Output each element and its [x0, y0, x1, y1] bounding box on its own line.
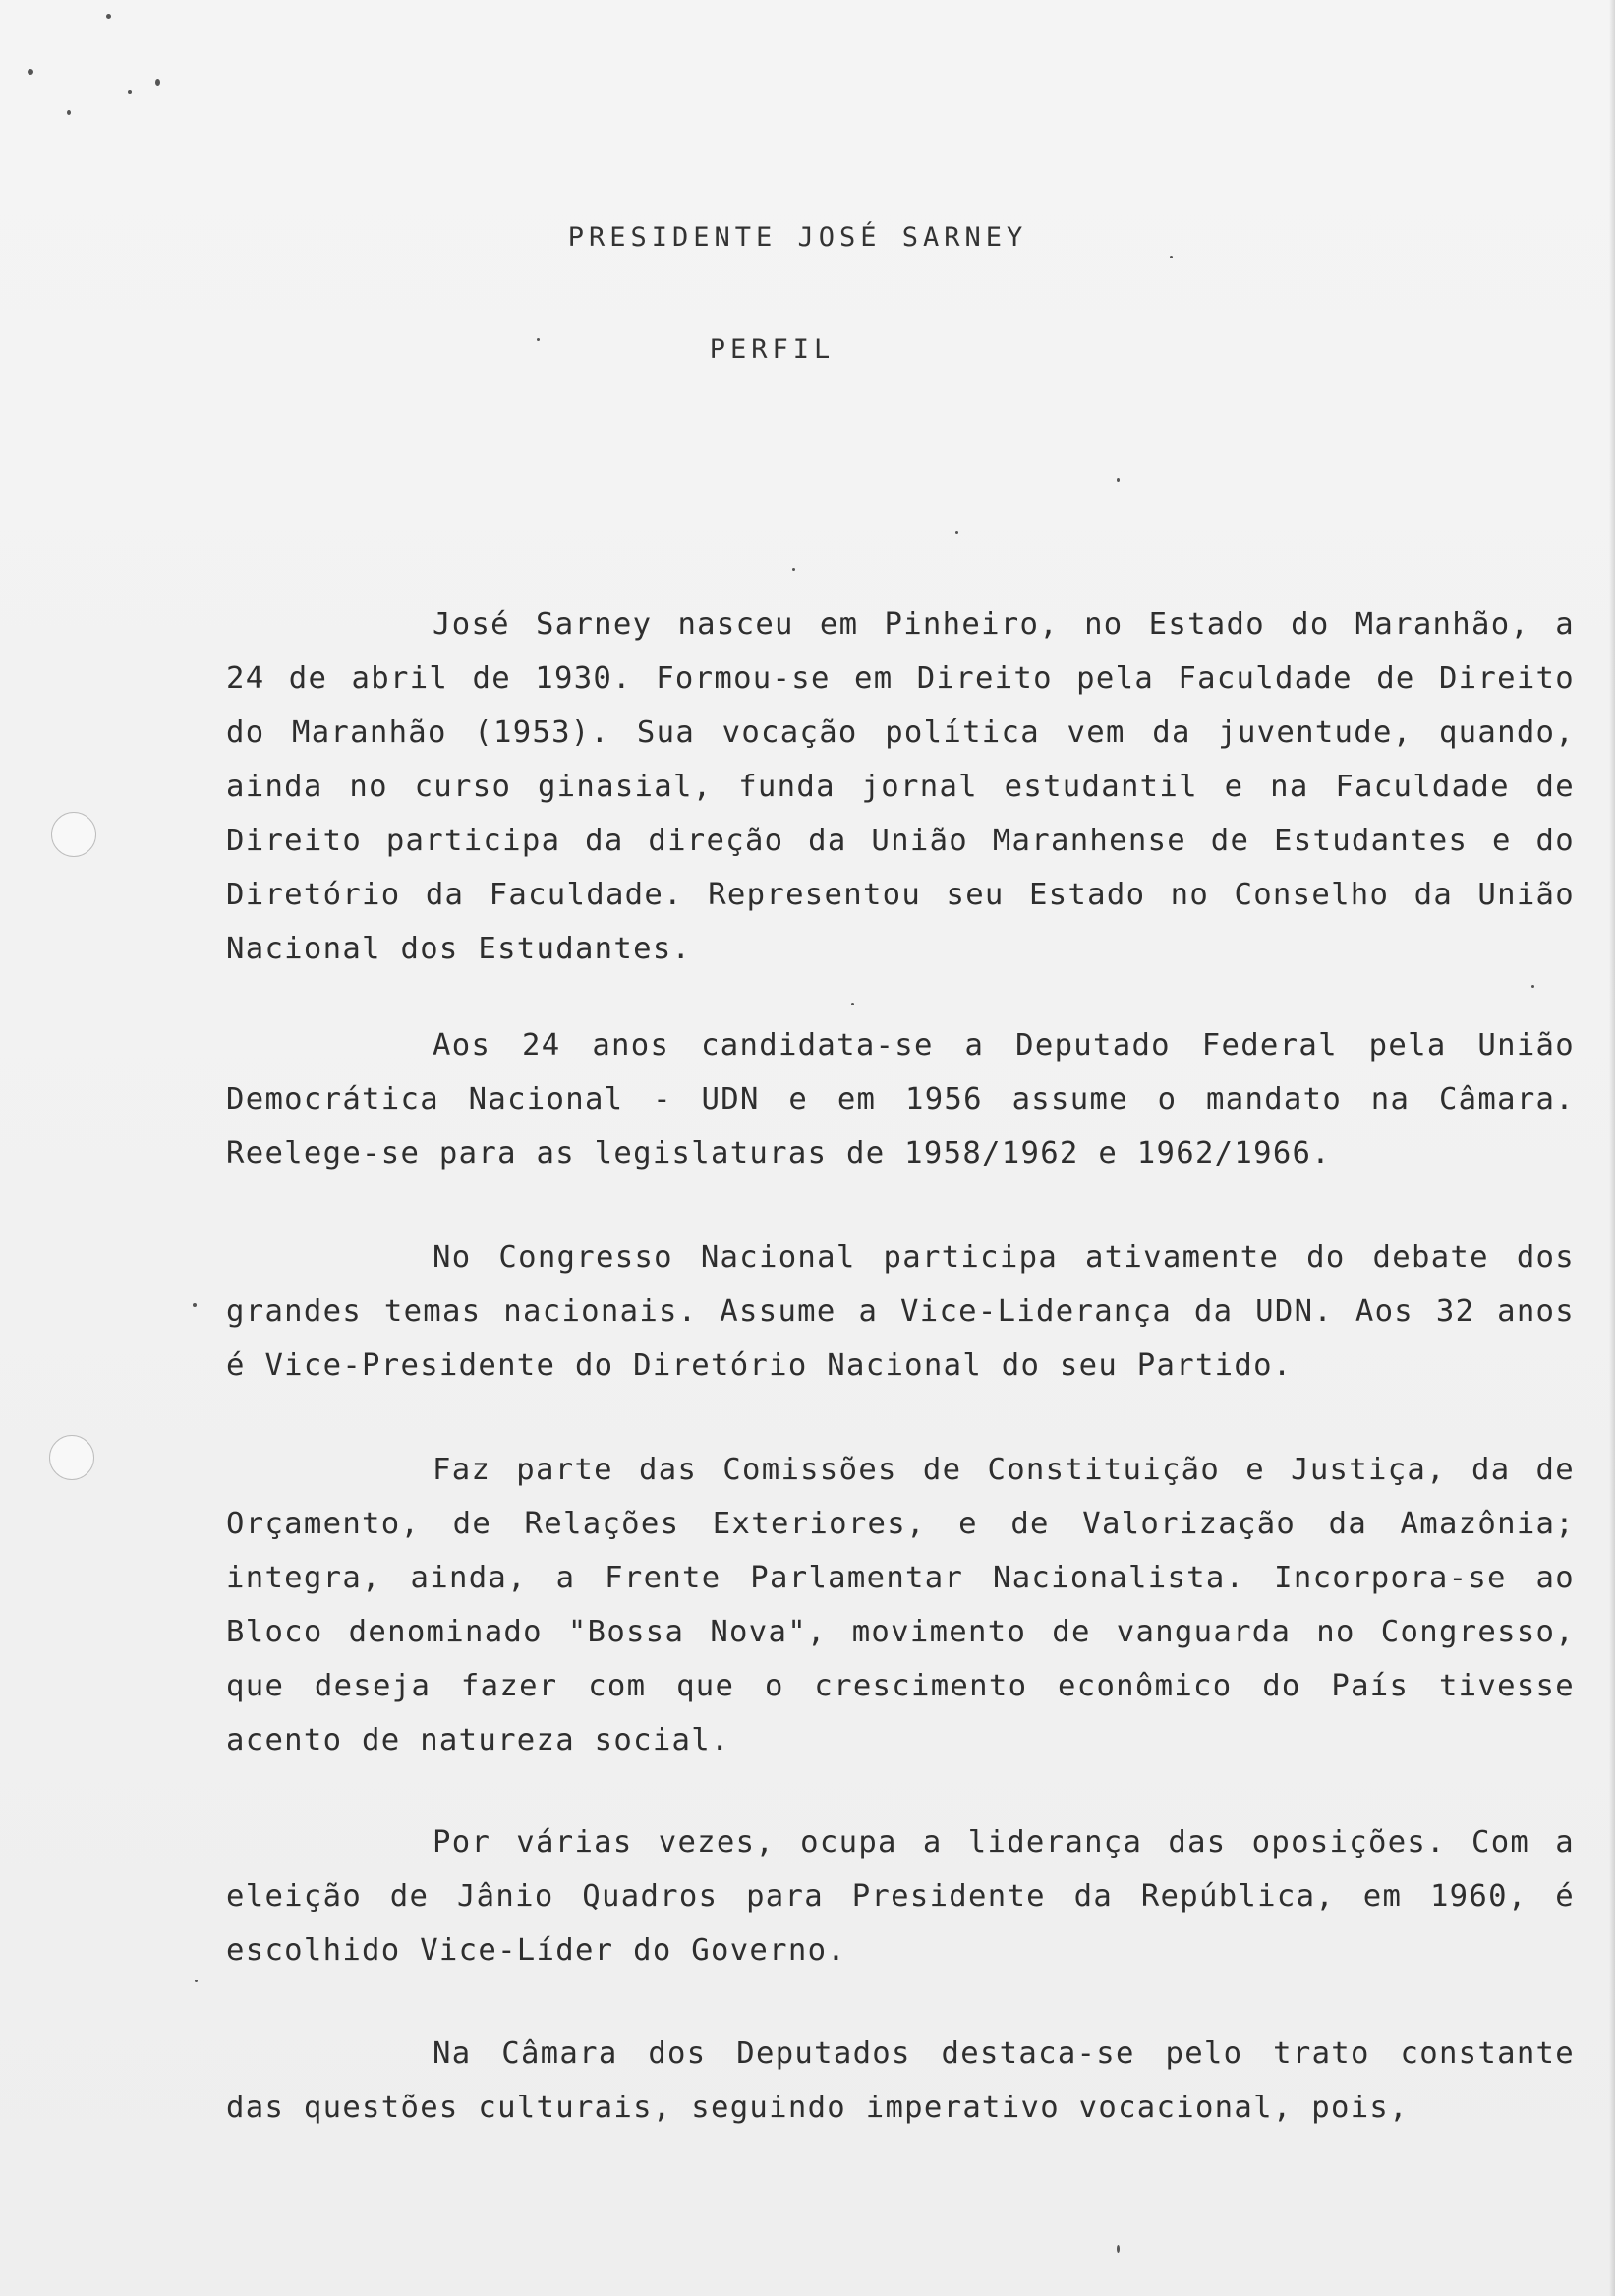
punch-hole-bottom — [49, 1435, 94, 1480]
scan-speck — [792, 568, 795, 571]
paragraph: José Sarney nasceu em Pinheiro, no Estado do Maranhão, a 24 de abril de 1930. Formou-se em Direito pela Faculdade de Direito do Maranhão (1953). Sua vocação política vem da juventude, quando, ainda no curso ginasial, funda jornal estudantil e na Faculdade de Direito participa da direção da União Maranhense de Estudantes e do Diretório da Faculdade. Representou seu Estado no Conselho da União Nacional dos Estudantes. — [226, 607, 1575, 966]
scan-speck — [1117, 2245, 1120, 2253]
paragraph: No Congresso Nacional participa ativamente do debate dos grandes temas nacionais. Assume a Vice-Liderança da UDN. Aos 32 anos é Vice-Presidente do Diretório Nacional do seu Partido. — [226, 1240, 1575, 1383]
scan-speck — [955, 531, 958, 534]
scan-speck — [28, 69, 33, 75]
page-edge-shadow — [1609, 0, 1615, 2296]
scan-speck — [1170, 256, 1173, 258]
scan-speck — [1531, 985, 1534, 988]
scan-speck — [67, 110, 71, 115]
scan-speck — [1117, 478, 1120, 482]
paragraph: Faz parte das Comissões de Constituição e Justiça, da de Orçamento, de Relações Exteriores, e de Valorização da Amazônia; integra, ainda, a Frente Parlamentar Nacionalista. Incorpora-se ao Bloco denominado "Bossa Nova", movimento de vanguarda no Congresso, que deseja fazer com que o crescimento econômico do País tivesse acento de natureza social. — [226, 1453, 1575, 1757]
punch-hole-top — [51, 812, 96, 857]
page-subtitle: PERFIL — [709, 334, 836, 365]
scan-speck — [128, 90, 132, 94]
paragraph: Aos 24 anos candidata-se a Deputado Federal pela União Democrática Nacional - UDN e em 1956 assume o mandato na Câmara. Reelege-se para as legislaturas de 1958/1962 e 1962/1966. — [226, 1028, 1575, 1171]
scan-speck — [195, 1980, 198, 1982]
paragraph: Por várias vezes, ocupa a liderança das oposições. Com a eleição de Jânio Quadros para Presidente da República, em 1960, é escolhido Vice-Líder do Governo. — [226, 1825, 1575, 1968]
scan-speck — [106, 14, 111, 19]
page-title: PRESIDENTE JOSÉ SARNEY — [567, 222, 1028, 253]
paragraph: Na Câmara dos Deputados destaca-se pelo trato constante das questões culturais, seguindo imperativo vocacional, pois, — [226, 2037, 1575, 2125]
scan-speck — [851, 1003, 854, 1005]
scan-speck — [193, 1303, 197, 1307]
scan-speck — [155, 79, 160, 86]
